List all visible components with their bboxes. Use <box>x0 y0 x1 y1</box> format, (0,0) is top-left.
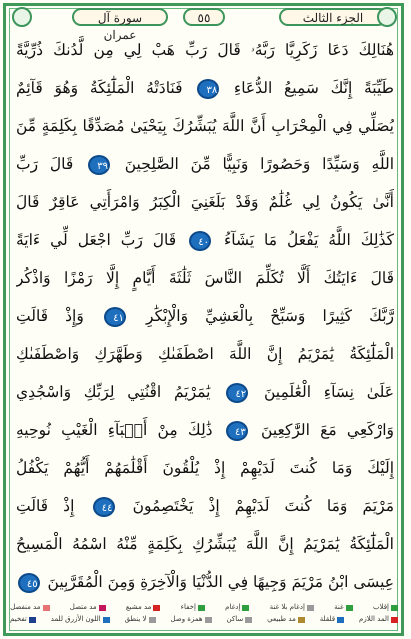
ayah-number-marker: ٣٩ <box>88 155 110 175</box>
color-swatch-icon <box>242 605 249 611</box>
legend-item: إخفاء <box>181 603 205 612</box>
text-line: الْمَلَٰٓئِكَةُ يَٰمَرْيَمُ إِنَّ اللَّهَ يُبَشِّرُكِ بِكَلِمَةٍ مِّنْهُ اسْمُهُ الْمَسِيحُ <box>16 535 394 553</box>
page-header <box>12 7 395 42</box>
legend-item: مد مشبع <box>126 603 160 612</box>
legend-item: المد اللازم <box>359 615 398 624</box>
text-line: طَيِّبَةً إِنَّكَ سَمِيعُ الدُّعَاءِ ٣٨ فَنَادَتْهُ الْمَلَٰٓئِكَةُ وَهُوَ قَآئِمٌ <box>16 79 394 97</box>
color-swatch-icon <box>149 617 156 623</box>
color-swatch-icon <box>337 617 344 623</box>
legend-row <box>10 603 398 612</box>
legend-item: همزة وصل <box>170 615 211 624</box>
text-line: وَارْكَعِي مَعَ الرَّٰكِعِينَ ٤٣ ذَٰلِكَ مِنْ أَنۢبَآءِ الْغَيْبِ نُوحِيهِ <box>16 421 394 439</box>
color-swatch-icon <box>298 617 305 623</box>
text-line: الْمَلَٰٓئِكَةُ يَٰمَرْيَمُ إِنَّ اللَّهَ اصْطَفَىٰكِ وَطَهَّرَكِ وَاصْطَفَىٰكِ <box>16 345 394 363</box>
text-line: كَذَٰلِكَ اللَّهُ يَفْعَلُ مَا يَشَآءُ ٤٠ قَالَ رَبِّ اجْعَل لِّي ءَايَةً <box>16 231 394 249</box>
legend-item: إقلاب <box>373 603 398 612</box>
text-line: هُنَالِكَ دَعَا زَكَرِيَّا رَبَّهُۥ قَالَ رَبِّ هَبْ لِي مِن لَّدُنكَ ذُرِّيَّةً <box>16 41 394 59</box>
ayah-number-marker: ٤٢ <box>226 383 248 403</box>
legend-item: مد طبيعي <box>267 615 305 624</box>
ayah-number-marker: ٤٥ <box>18 573 40 593</box>
color-swatch-icon <box>103 617 110 623</box>
legend-item: اللون الأزرق للمد <box>51 615 110 624</box>
text-line: رَّبَّكَ كَثِيرًا وَسَبِّحْ بِالْعَشِيِّ وَالْإِبْكَٰرِ ٤١ وَإِذْ قَالَتِ <box>16 307 394 325</box>
text-line: إِلَيْكَ وَمَا كُنتَ لَدَيْهِمْ إِذْ يُلْقُونَ أَقْلَٰمَهُمْ أَيُّهُمْ يَكْفُلُ <box>16 459 394 477</box>
text-line: عَلَىٰ نِسَآءِ الْعَٰلَمِينَ ٤٢ يَٰمَرْيَمُ اقْنُتِي لِرَبِّكِ وَاسْجُدِي <box>16 383 394 401</box>
color-swatch-icon <box>153 605 160 611</box>
legend-item: قلقلة <box>320 615 344 624</box>
legend-item: مد متصل <box>70 603 106 612</box>
color-swatch-icon <box>198 605 205 611</box>
text-line: يُصَلِّي فِي الْمِحْرَابِ أَنَّ اللَّهَ يُبَشِّرُكَ بِيَحْيَىٰ مُصَدِّقًا بِكَلِمَةٍ مِّنَ <box>16 117 394 135</box>
text-line: عِيسَى ابْنُ مَرْيَمَ وَجِيهًا فِي الدُّنْيَا وَالْآخِرَةِ وَمِنَ الْمُقَرَّبِينَ ٤٥ <box>16 563 394 601</box>
legend-row <box>10 615 398 624</box>
text-line: مَرْيَمَ وَمَا كُنتَ لَدَيْهِمْ إِذْ يَخْتَصِمُونَ ٤٤ إِذْ قَالَتِ <box>16 497 394 515</box>
ayah-number-marker: ٤١ <box>104 307 126 327</box>
color-swatch-icon <box>205 617 212 623</box>
color-swatch-icon <box>245 617 252 623</box>
corner-ornament-icon <box>377 7 397 27</box>
quran-text <box>16 31 394 603</box>
color-swatch-icon <box>29 617 36 623</box>
ayah-number-marker: ٣٨ <box>197 79 219 99</box>
color-swatch-icon <box>43 605 50 611</box>
text-line: اللَّهِ وَسَيِّدًا وَحَصُورًا وَنَبِيًّا مِّنَ الصَّٰلِحِينَ ٣٩ قَالَ رَبِّ <box>16 155 394 173</box>
legend-item: لا ينطق <box>125 615 156 624</box>
text-line: قَالَ ءَايَتُكَ أَلَّا تُكَلِّمَ النَّاسَ ثَلَٰثَةَ أَيَّامٍ إِلَّا رَمْزًا وَاذْكُر <box>16 269 394 287</box>
color-swatch-icon <box>307 605 314 611</box>
tajweed-legend <box>10 603 398 631</box>
ayah-number-marker: ٤٤ <box>93 497 115 517</box>
page-number: ٥٥ <box>183 8 225 26</box>
ayah-number-marker: ٤٠ <box>189 231 211 251</box>
color-swatch-icon <box>99 605 106 611</box>
color-swatch-icon <box>391 617 398 623</box>
ayah-number-marker: ٤٣ <box>226 421 248 441</box>
color-swatch-icon <box>346 605 353 611</box>
surah-name: سورة آل عمران <box>72 8 168 26</box>
color-swatch-icon <box>391 605 398 611</box>
legend-item: مد منفصل <box>10 603 49 612</box>
corner-ornament-icon <box>12 7 32 27</box>
juz-name: الجزء الثالث <box>279 8 387 26</box>
legend-item: إدغام <box>225 603 249 612</box>
legend-item: ساكن <box>227 615 253 624</box>
legend-item: غنة <box>334 603 353 612</box>
legend-item: إدغام بلا غنة <box>270 603 314 612</box>
text-line: أَنَّىٰ يَكُونُ لِي غُلَٰمٌ وَقَدْ بَلَغَنِيَ الْكِبَرُ وَامْرَأَتِي عَاقِرٌ قَالَ <box>16 193 394 211</box>
legend-item: تفخيم <box>10 615 36 624</box>
